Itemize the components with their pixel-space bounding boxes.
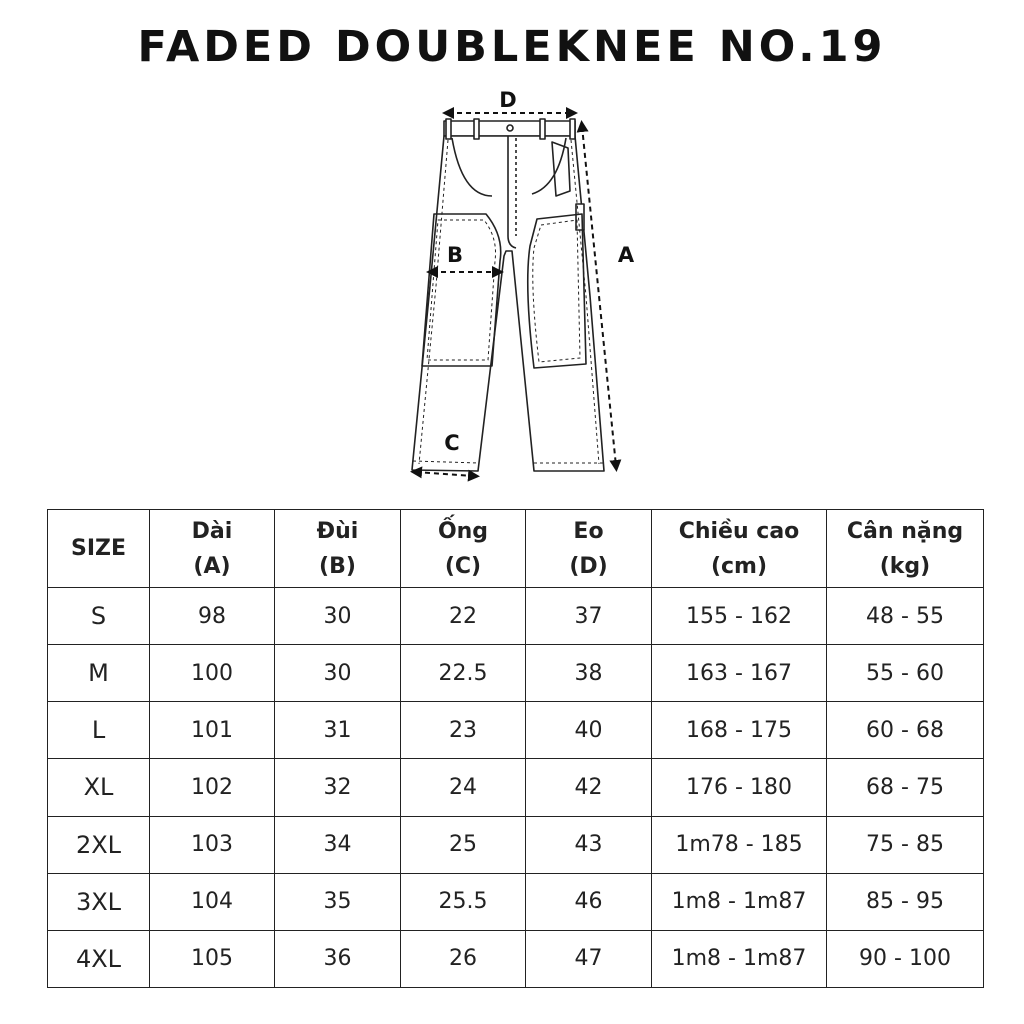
cell-weight: 55 - 60	[827, 645, 984, 702]
cell-length: 105	[150, 930, 275, 987]
cell-size: 2XL	[48, 816, 150, 873]
table-row	[48, 816, 984, 873]
header-row	[48, 510, 984, 588]
cell-thigh: 36	[275, 930, 401, 987]
header-size: SIZE	[48, 510, 150, 588]
cell-length: 103	[150, 816, 275, 873]
cell-waist: 37	[526, 588, 652, 645]
dimension-b-label: B	[446, 243, 464, 267]
table-row	[48, 759, 984, 816]
cell-weight: 90 - 100	[827, 930, 984, 987]
pants-diagram	[400, 86, 640, 486]
cell-leg-opening: 22.5	[401, 645, 526, 702]
page-title: FADED DOUBLEKNEE NO.19	[137, 22, 887, 72]
cell-thigh: 35	[275, 873, 401, 930]
cell-waist: 42	[526, 759, 652, 816]
cell-waist: 47	[526, 930, 652, 987]
cell-weight: 75 - 85	[827, 816, 984, 873]
cell-leg-opening: 24	[401, 759, 526, 816]
cell-weight: 48 - 55	[827, 588, 984, 645]
cell-waist: 38	[526, 645, 652, 702]
cell-size: L	[48, 702, 150, 759]
cell-height: 163 - 167	[652, 645, 827, 702]
pants-outline	[412, 119, 604, 471]
cell-length: 100	[150, 645, 275, 702]
table-row	[48, 645, 984, 702]
cell-waist: 43	[526, 816, 652, 873]
size-chart-table	[47, 509, 984, 988]
cell-thigh: 30	[275, 645, 401, 702]
cell-weight: 68 - 75	[827, 759, 984, 816]
dimension-a-label: A	[617, 243, 635, 267]
cell-height: 168 - 175	[652, 702, 827, 759]
cell-height: 1m78 - 185	[652, 816, 827, 873]
dimension-c-arrow	[416, 472, 474, 476]
cell-height: 155 - 162	[652, 588, 827, 645]
cell-weight: 85 - 95	[827, 873, 984, 930]
cell-height: 176 - 180	[652, 759, 827, 816]
cell-leg-opening: 25.5	[401, 873, 526, 930]
table-row	[48, 588, 984, 645]
cell-thigh: 31	[275, 702, 401, 759]
cell-size: 3XL	[48, 873, 150, 930]
cell-length: 104	[150, 873, 275, 930]
header-weight: Cân nặng (kg)	[827, 510, 984, 588]
cell-size: XL	[48, 759, 150, 816]
cell-height: 1m8 - 1m87	[652, 930, 827, 987]
cell-length: 102	[150, 759, 275, 816]
cell-waist: 46	[526, 873, 652, 930]
header-thigh: Đùi (B)	[275, 510, 401, 588]
cell-weight: 60 - 68	[827, 702, 984, 759]
cell-size: M	[48, 645, 150, 702]
cell-leg-opening: 23	[401, 702, 526, 759]
cell-length: 101	[150, 702, 275, 759]
header-waist: Eo (D)	[526, 510, 652, 588]
cell-leg-opening: 26	[401, 930, 526, 987]
table-row	[48, 702, 984, 759]
table-row	[48, 930, 984, 987]
dimension-c-label: C	[444, 431, 460, 455]
cell-thigh: 34	[275, 816, 401, 873]
cell-leg-opening: 22	[401, 588, 526, 645]
cell-size: S	[48, 588, 150, 645]
cell-leg-opening: 25	[401, 816, 526, 873]
table-body	[48, 588, 984, 988]
cell-thigh: 30	[275, 588, 401, 645]
cell-size: 4XL	[48, 930, 150, 987]
cell-thigh: 32	[275, 759, 401, 816]
header-length: Dài (A)	[150, 510, 275, 588]
cell-height: 1m8 - 1m87	[652, 873, 827, 930]
cell-length: 98	[150, 588, 275, 645]
header-leg-opening: Ống (C)	[401, 510, 526, 588]
header-height: Chiều cao (cm)	[652, 510, 827, 588]
cell-waist: 40	[526, 702, 652, 759]
table-row	[48, 873, 984, 930]
dimension-d-label: D	[499, 88, 517, 112]
